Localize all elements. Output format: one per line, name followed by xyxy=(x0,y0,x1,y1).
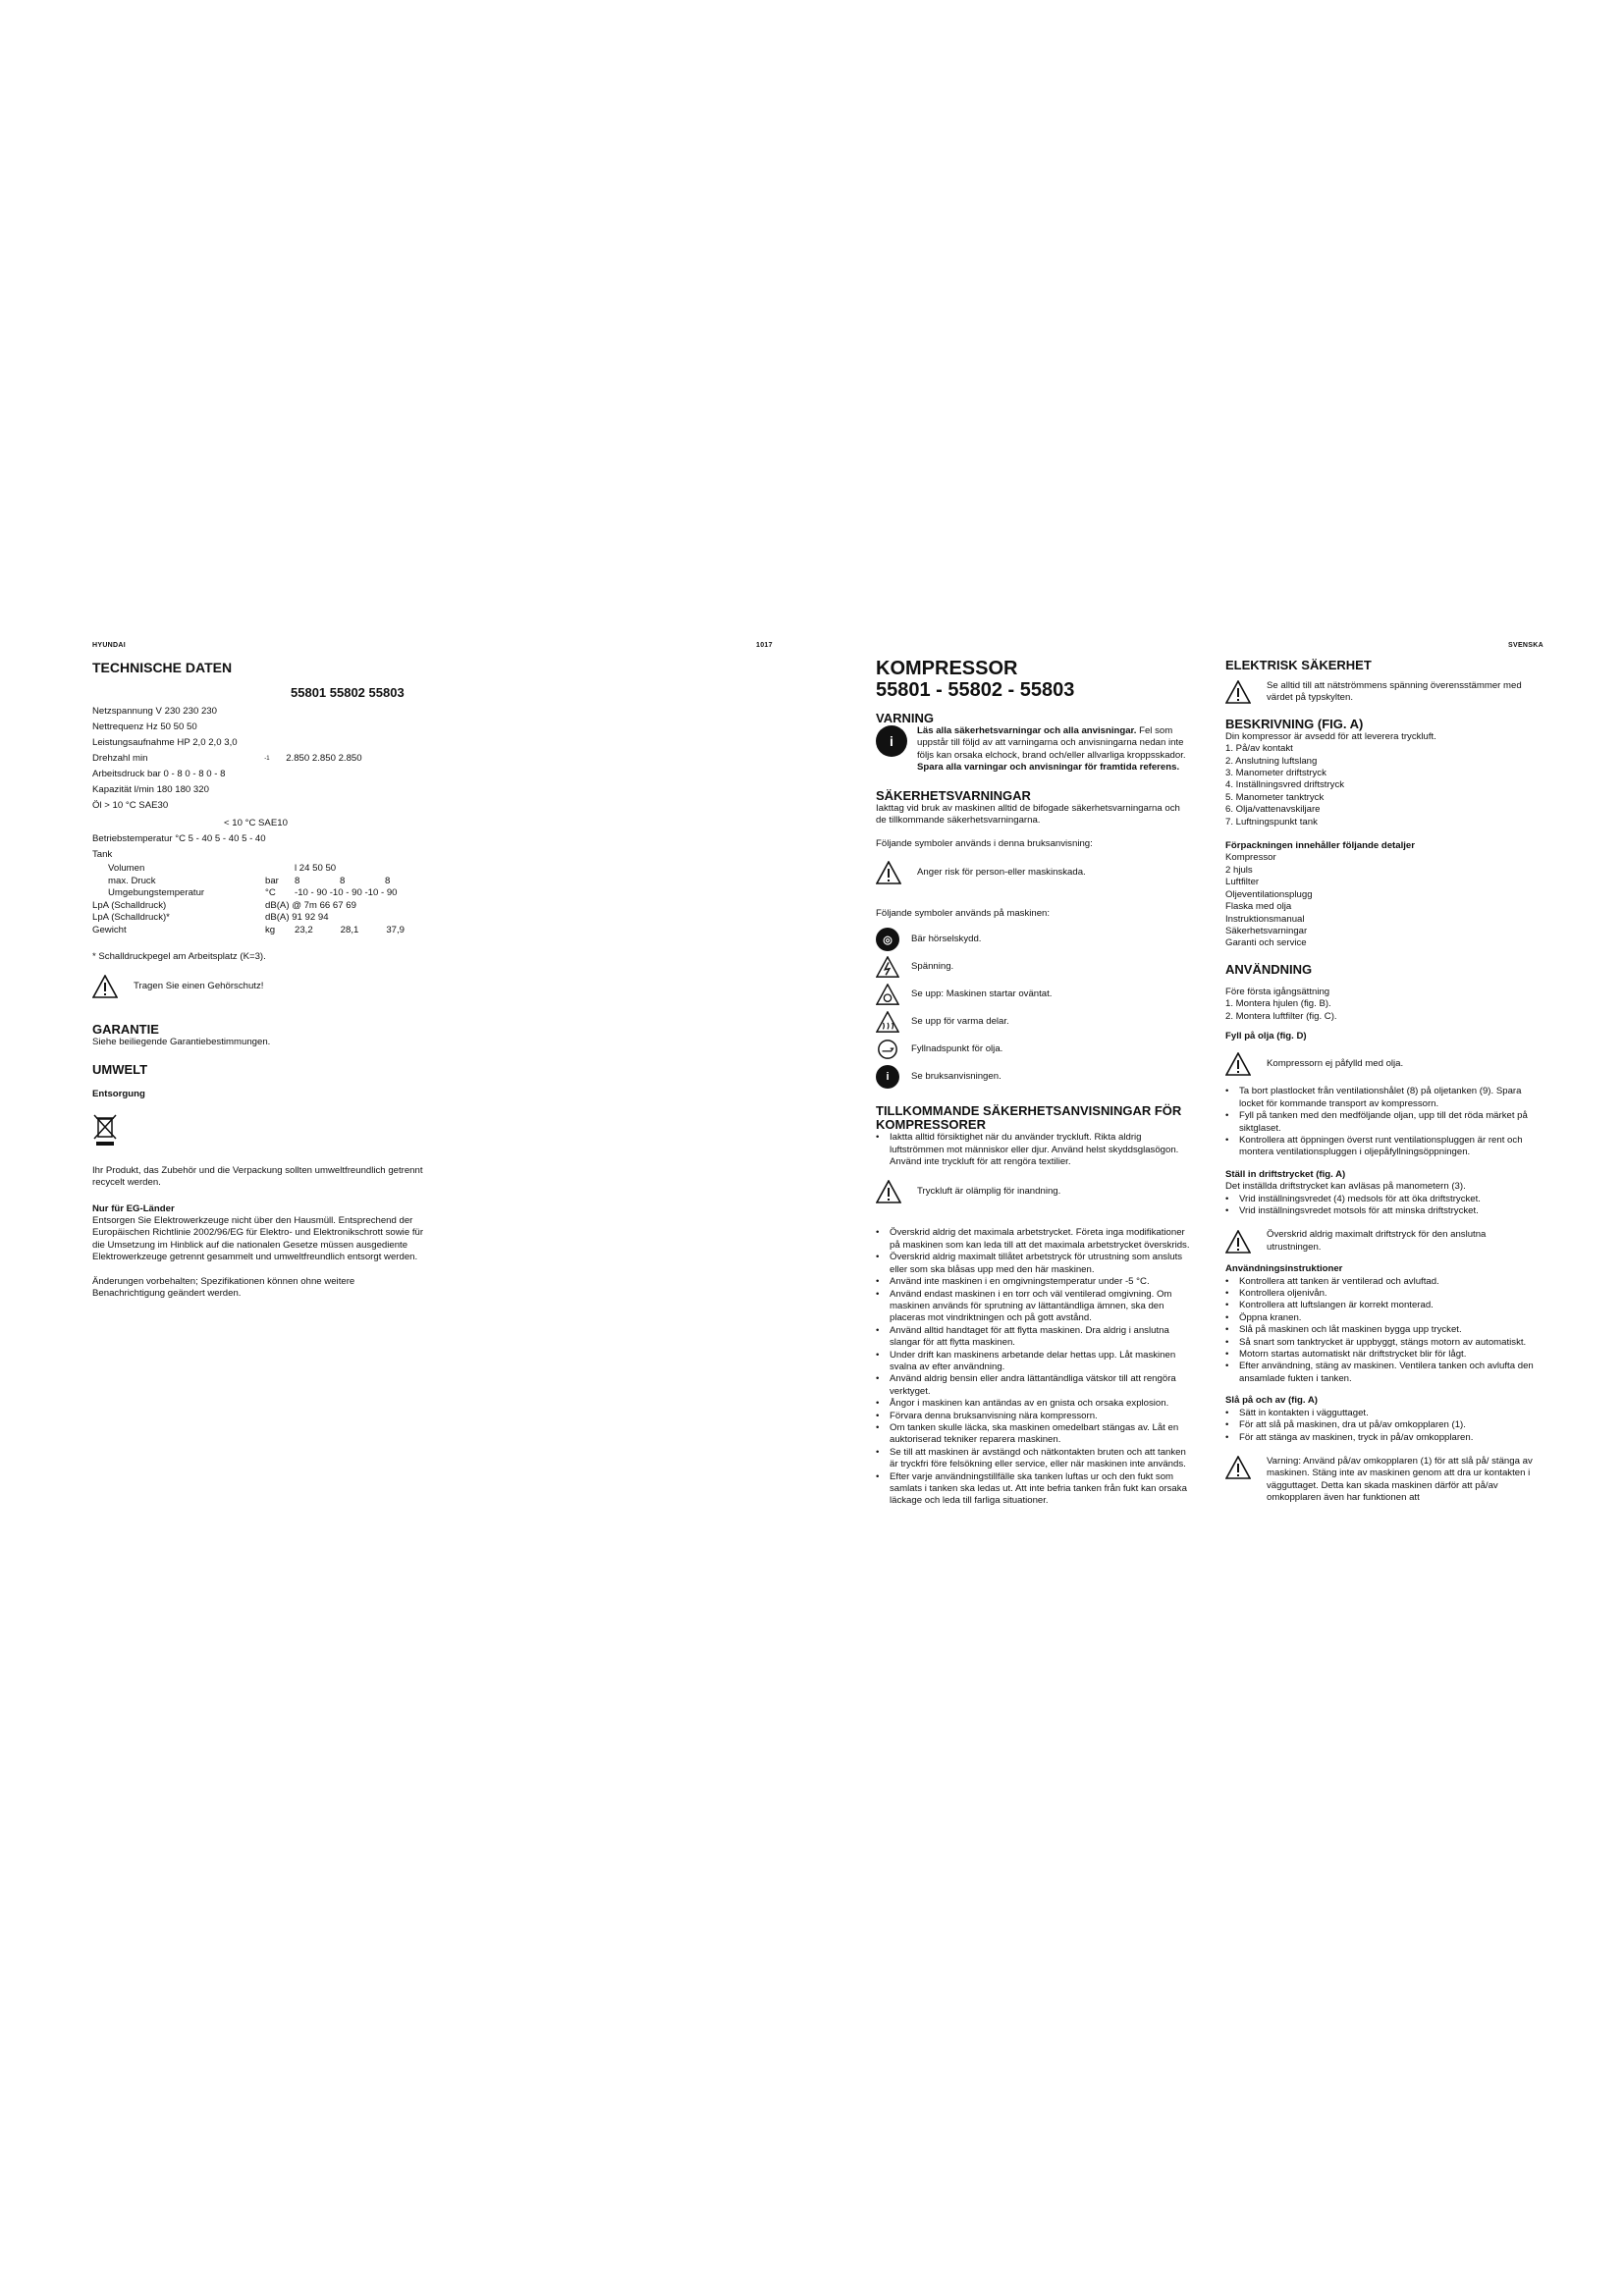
tech-title: TECHNISCHE DATEN xyxy=(92,660,233,675)
list-item: • Om tanken skulle läcka, ska maskinen omedelbart stängas av. Låt en auktoriserad tekniker reparera maskinen. xyxy=(876,1422,1190,1447)
umwelt-text: Ihr Produkt, das Zubehör und die Verpackung sollten umweltfreundlich getrennt recycelt werden. xyxy=(92,1164,423,1189)
anv-intro: Före första igångsättning xyxy=(1225,986,1330,997)
list-item: • Sätt in kontakten i vägguttaget. xyxy=(1225,1408,1536,1419)
list-item: Se upp: Maskinen startar oväntat. xyxy=(876,981,1190,1008)
instr-title: Användningsinstruktioner xyxy=(1225,1263,1343,1275)
warning-triangle-icon xyxy=(1225,1456,1251,1479)
warning-triangle-icon xyxy=(1225,1052,1251,1076)
saker-text: Iakttag vid bruk av maskinen alltid de bifogade säkerhetsvarningarna och de tillkommande säkerhetsvarningarna. xyxy=(876,802,1180,827)
list-item: • Kontrollera oljenivån. xyxy=(1225,1288,1536,1300)
list-item: • Kontrollera att tanken är ventilerad och avluftad. xyxy=(1225,1276,1536,1288)
varning-text: Läs alla säkerhetsvarningar och alla anvisningar. Fel som uppstår till följd av att varningarna och anvisningarna nedan inte följs kan orsaka elchock, brand och/eller allvarliga kroppsskador. Spara alla varningar och anvisningar för framtida referens. xyxy=(917,725,1186,774)
stall-warning-text: Överskrid aldrig maximalt driftstryck för den anslutna utrustningen. xyxy=(1267,1229,1487,1253)
breath-warning-text: Tryckluft är olämplig för inandning. xyxy=(917,1186,1061,1198)
final-warning-text: Varning: Använd på/av omkopplaren (1) för att slå på/ stänga av maskinen. Stäng inte av maskinen genom att dra ur kontakten i vägguttaget. Detta kan skada maskinen därför att på/av omkopplaren även har funktionen att xyxy=(1267,1455,1533,1504)
list-item: Se upp för varma delar. xyxy=(876,1008,1190,1036)
list-item: Flaska med olja xyxy=(1225,901,1292,913)
extra-title: TILLKOMMANDE SÄKERHETSANVISNINGAR FÖR KOMPRESSORER xyxy=(876,1103,1182,1133)
olja-title: Fyll på olja (fig. D) xyxy=(1225,1030,1307,1041)
breath-warning-row xyxy=(876,1180,1190,1203)
table-row: max. Druck bar 8 8 8 xyxy=(108,875,391,886)
warning-triangle-icon xyxy=(876,1180,901,1203)
list-item: Instruktionsmanual xyxy=(1225,913,1305,925)
extra-first-list xyxy=(876,1132,1190,1168)
list-item: ◎ Bär hörselskydd. xyxy=(876,926,1190,953)
varning-block xyxy=(876,725,1190,774)
brand-label: HYUNDAI xyxy=(92,642,126,649)
list-item: • Iaktta alltid försiktighet när du använder tryckluft. Rikta aldrig luftströmmen mot människor eller djur. Använd helst skyddsglasögon. Använd inte tryckluft för att rengöra textilier. xyxy=(876,1132,1190,1168)
list-item: • Använd endast maskinen i en torr och väl ventilerad omgivning. Om maskinen används för sprutning av lättantändliga ämnen, ska den placeras mot vindriktningen och på gott avstånd. xyxy=(876,1289,1190,1325)
compressor-title: KOMPRESSOR xyxy=(876,658,1018,679)
list-item: • Vrid inställningsvredet (4) medsols för att öka driftstrycket. xyxy=(1225,1194,1536,1205)
table-row: Gewicht kg 23,2 28,1 37,9 xyxy=(92,924,406,935)
page-number: 1017 xyxy=(756,642,773,649)
list-item: 3. Manometer driftstryck xyxy=(1225,768,1326,779)
beskr-intro: Din kompressor är avsedd för att leverera tryckluft. xyxy=(1225,730,1436,742)
extra-items-list xyxy=(876,1227,1190,1507)
list-item: • Så snart som tanktrycket är uppbyggt, stängs motorn av automatiskt. xyxy=(1225,1337,1536,1349)
garantie-title: GARANTIE xyxy=(92,1021,159,1037)
risk-text: Anger risk för person-eller maskinskada. xyxy=(917,866,1086,878)
list-item: • Använd aldrig bensin eller andra lättantändliga vätskor till att rengöra verktyget. xyxy=(876,1373,1190,1398)
oil-low: < 10 °C SAE10 xyxy=(224,818,288,828)
list-item: • Vrid inställningsvredet motsols för att minska driftstrycket. xyxy=(1225,1205,1536,1217)
list-item: • För att slå på maskinen, dra ut på/av omkopplaren (1). xyxy=(1225,1419,1536,1431)
list-item: Kompressor xyxy=(1225,852,1276,864)
spec-line-label: Drehzahl min xyxy=(92,753,148,764)
list-item: • Ta bort plastlocket från ventilationshålet (8) på oljetanken (9). Spara locket för kommande transport av kompressorn. xyxy=(1225,1086,1536,1110)
elsak-text: Se alltid till att nätströmmens spänning överensstämmer med värdet på typskylten. xyxy=(1267,680,1522,704)
list-item: 6. Olja/vattenavskiljare xyxy=(1225,804,1321,816)
list-item: Säkerhetsvarningar xyxy=(1225,925,1308,936)
list-item: • Ångor i maskinen kan antändas av en gnista och orsaka explosion. xyxy=(876,1398,1190,1410)
list-item: • Överskrid aldrig maximalt tillåtet arbetstryck för utrustning som ansluts eller som ska blåsas upp med den här maskinen. xyxy=(876,1252,1190,1276)
list-item: • Efter varje användningstillfälle ska tanken luftas ur och den fukt som samlats i tanken ska ledas ut. Att inte befria tanken från fukt kan orsaka läckage och leda till farliga situationer. xyxy=(876,1471,1190,1508)
slapa-list xyxy=(1225,1408,1536,1444)
list-item: 1. På/av kontakt xyxy=(1225,743,1293,755)
machine-symbols-intro: Följande symboler används på maskinen: xyxy=(876,907,1051,919)
manual-icon: i xyxy=(876,1065,899,1089)
pack-title: Förpackningen innehåller följande detaljer xyxy=(1225,840,1415,852)
list-item: • Efter användning, stäng av maskinen. Ventilera tanken och avlufta den ansamlade fukten i tanken. xyxy=(1225,1361,1536,1385)
anv-list xyxy=(1225,998,1536,1023)
list-item: 5. Manometer tanktryck xyxy=(1225,791,1325,803)
usage-section xyxy=(1225,658,1536,1505)
list-item: • Fyll på tanken med den medföljande oljan, upp till det röda märket på siktglaset. xyxy=(1225,1110,1536,1135)
olja-list xyxy=(1225,1086,1536,1158)
list-item: Luftfilter xyxy=(1225,877,1260,888)
eu-title: Nur für EG-Länder xyxy=(92,1202,175,1214)
list-item: 7. Luftningspunkt tank xyxy=(1225,816,1318,828)
risk-row xyxy=(876,861,1190,884)
table-row: LpA (Schalldruck)* dB(A) 91 92 94 xyxy=(92,912,329,924)
warning-triangle-icon xyxy=(876,861,901,884)
list-item: • Använd inte maskinen i en omgivningstemperatur under -5 °C. xyxy=(876,1276,1190,1288)
list-item: • Överskrid aldrig det maximala arbetstrycket. Företa inga modifikationer på maskinen som kan leda till att det maximala arbetstrycket överskrids. xyxy=(876,1227,1190,1252)
warning-triangle-icon xyxy=(1225,1230,1251,1254)
oil-fill-icon xyxy=(876,1039,899,1060)
changes-text: Änderungen vorbehalten; Spezifikationen können ohne weitere Benachrichtigung geändert werden. xyxy=(92,1275,355,1300)
stall-warning-row xyxy=(1225,1229,1536,1254)
safety-section xyxy=(876,658,1190,1508)
symbols-intro: Följande symboler används i denna bruksanvisning: xyxy=(876,838,1093,850)
footnote: * Schalldruckpegel am Arbeitsplatz (K=3). xyxy=(92,950,266,962)
olja-warning-row xyxy=(1225,1052,1536,1076)
list-item: 2. Montera luftfilter (fig. C). xyxy=(1225,1010,1337,1022)
manual-icon: i xyxy=(876,725,907,757)
stall-title: Ställ in driftstrycket (fig. A) xyxy=(1225,1168,1346,1180)
spec-line: Netzspannung V 230 230 230 xyxy=(92,706,217,717)
spec-line: Öl > 10 °C SAE30 xyxy=(92,800,169,811)
spec-line: Kapazität l/min 180 180 320 xyxy=(92,784,209,795)
table-row: LpA (Schalldruck) dB(A) @ 7m 66 67 69 xyxy=(92,899,356,911)
list-item: i Se bruksanvisningen. xyxy=(876,1063,1190,1091)
anv-title: ANVÄNDNING xyxy=(1225,961,1313,977)
table-row: Umgebungstemperatur °C -10 - 90 -10 - 90 -10 - 90 xyxy=(108,887,398,899)
spec-line: Arbeitsdruck bar 0 - 8 0 - 8 0 - 8 xyxy=(92,769,226,779)
instr-list xyxy=(1225,1276,1536,1386)
spec-line: Nettrequenz Hz 50 50 50 xyxy=(92,721,197,732)
entsorgung-title: Entsorgung xyxy=(92,1089,145,1100)
list-item: • Kontrollera att luftslangen är korrekt monterad. xyxy=(1225,1300,1536,1311)
saker-title: SÄKERHETSVARNINGAR xyxy=(876,787,1031,803)
weee-bin-icon xyxy=(92,1113,118,1147)
pack-list xyxy=(1225,852,1536,949)
list-item: • Under drift kan maskinens arbetande delar hettas upp. Låt maskinen svalna av efter användning. xyxy=(876,1350,1190,1374)
varning-title: VARNING xyxy=(876,711,934,725)
list-item: • Slå på maskinen och låt maskinen bygga upp trycket. xyxy=(1225,1324,1536,1336)
stall-list xyxy=(1225,1194,1536,1218)
list-item: • Använd alltid handtaget för att flytta maskinen. Dra aldrig i anslutna slangar för att flytta maskinen. xyxy=(876,1325,1190,1350)
beskr-title: BESKRIVNING (FIG. A) xyxy=(1225,716,1364,731)
olja-warning-text: Kompressorn ej påfylld med olja. xyxy=(1267,1058,1404,1070)
list-item: 2. Anslutning luftslang xyxy=(1225,755,1318,767)
temp-line: Betriebstemperatur °C 5 - 40 5 - 40 5 - 40 xyxy=(92,833,266,844)
list-item: • Kontrollera att öppningen överst runt ventilationspluggen är rent och montera ventilationspluggen i oljepåfyllningsöppningen. xyxy=(1225,1135,1536,1159)
language-label: SVENSKA xyxy=(1508,642,1543,649)
beskr-list xyxy=(1225,743,1536,828)
list-item: • Motorn startas automatiskt när driftstrycket blir för lågt. xyxy=(1225,1349,1536,1361)
tank-table xyxy=(92,863,422,937)
ear-protection-icon: ◎ xyxy=(876,928,899,951)
list-item: Oljeventilationsplugg xyxy=(1225,888,1313,900)
elsak-row xyxy=(1225,680,1536,705)
technical-data-section xyxy=(92,660,426,1300)
warning-triangle-icon xyxy=(92,975,118,998)
tech-models: 55801 55802 55803 xyxy=(291,685,405,700)
compressor-models: 55801 - 55802 - 55803 xyxy=(876,679,1075,701)
stall-intro: Det inställda driftstrycket kan avläsas på manometern (3). xyxy=(1225,1181,1466,1193)
list-item: Garanti och service xyxy=(1225,937,1307,949)
eu-text: Entsorgen Sie Elektrowerkzeuge nicht über den Hausmüll. Entsprechend der Europäischen Richtlinie 2002/96/EG für Elektro- und Elektronikschrott sowie für die Umsetzung im Hinblick auf die nationalen Gesetze müssen ausgediente Elektrowerkzeuge getrennt gesammelt und umweltfreundlich entsorgt werden. xyxy=(92,1215,424,1263)
list-item: Fyllnadspunkt för olja. xyxy=(876,1036,1190,1063)
hot-parts-icon xyxy=(876,1011,899,1033)
list-item: • För att stänga av maskinen, tryck in på/av omkopplaren. xyxy=(1225,1432,1536,1444)
list-item: • Öppna kranen. xyxy=(1225,1312,1536,1324)
garantie-text: Siehe beiliegende Garantiebestimmungen. xyxy=(92,1036,271,1047)
list-item: 1. Montera hjulen (fig. B). xyxy=(1225,998,1331,1010)
warning-triangle-icon xyxy=(1225,680,1251,704)
ear-warning-text: Tragen Sie einen Gehörschutz! xyxy=(134,980,264,991)
table-row: Volumen l 24 50 50 xyxy=(108,863,337,874)
list-item: • Se till att maskinen är avstängd och nätkontakten bruten och att tanken är tryckfri före felsökning eller service, eller när maskinen inte används. xyxy=(876,1447,1190,1471)
list-item: Spänning. xyxy=(876,953,1190,981)
auto-start-icon xyxy=(876,984,899,1005)
voltage-icon xyxy=(876,956,899,978)
rpm-superscript: -1 xyxy=(264,756,270,762)
machine-symbols-list xyxy=(876,926,1190,1091)
elsak-title: ELEKTRISK SÄKERHET xyxy=(1225,658,1372,672)
spec-line-rpm xyxy=(92,751,426,767)
list-item: 2 hjuls xyxy=(1225,864,1253,876)
spec-line: Leistungsaufnahme HP 2,0 2,0 3,0 xyxy=(92,737,238,748)
ear-warning-row xyxy=(92,975,426,998)
list-item: 4. Inställningsvred driftstryck xyxy=(1225,779,1345,791)
rpm-values: 2.850 2.850 2.850 xyxy=(286,753,362,764)
final-warning-row xyxy=(1225,1456,1536,1505)
slapa-title: Slå på och av (fig. A) xyxy=(1225,1395,1318,1407)
tank-label: Tank xyxy=(92,849,113,860)
list-item: • Förvara denna bruksanvisning nära kompressorn. xyxy=(876,1411,1190,1422)
umwelt-title: UMWELT xyxy=(92,1062,148,1078)
